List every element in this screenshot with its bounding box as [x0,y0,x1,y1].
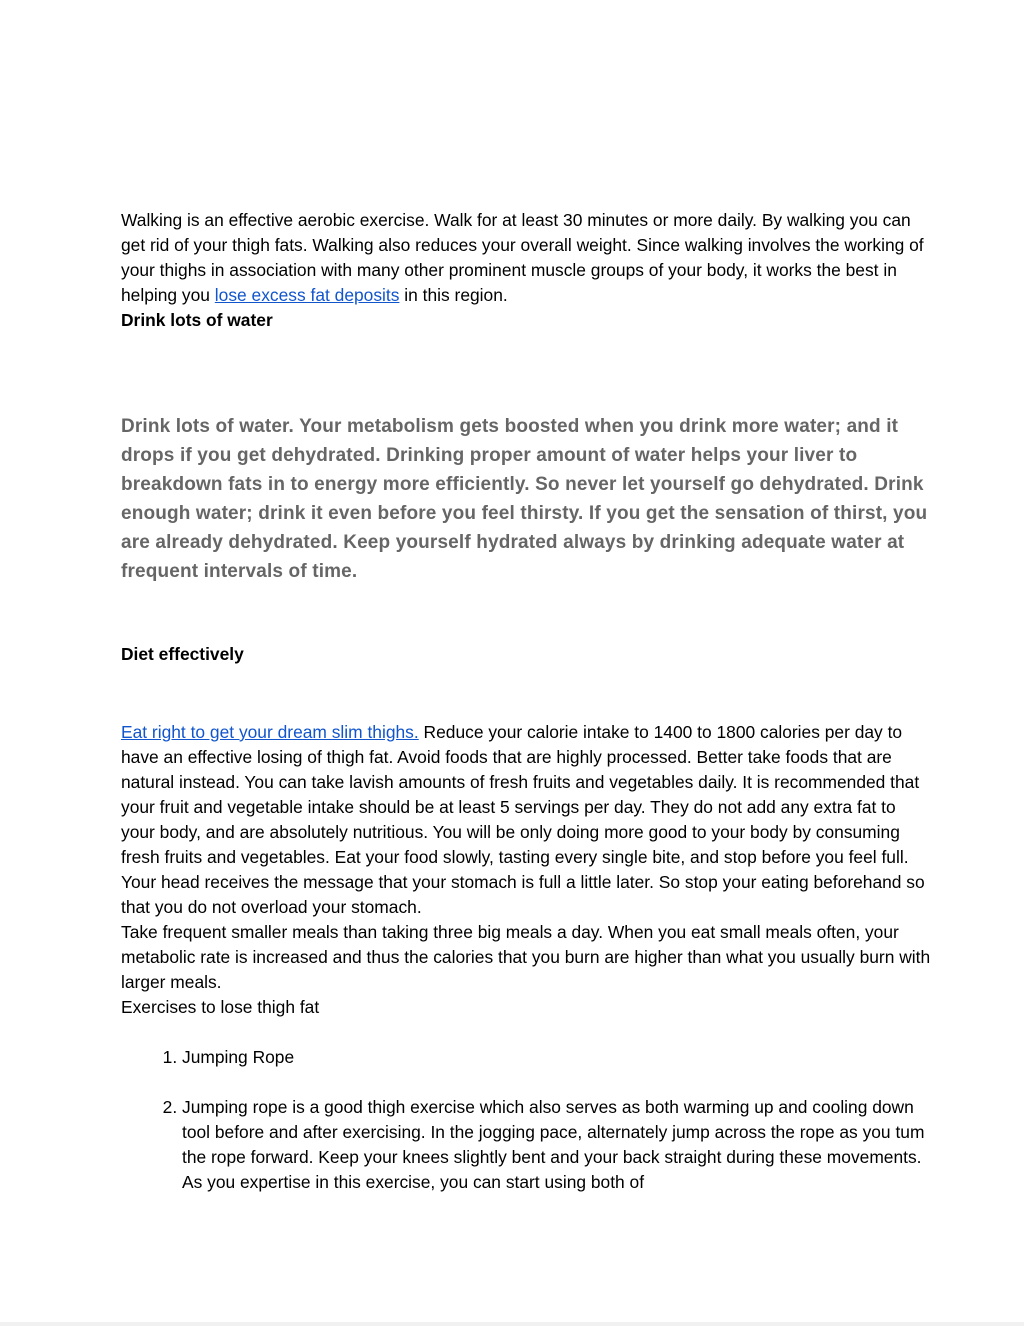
slim-thighs-link[interactable]: Eat right to get your dream slim thighs. [121,722,419,742]
list-item: 1. Jumping Rope [182,1045,931,1070]
lose-fat-deposits-link[interactable]: lose excess fat deposits [214,285,400,305]
diet-text: Reduce your calorie intake to 1400 to 1800 calories per day to have an effective losing of thigh fat. Avoid foods that are highly processed. Better take foods that are natural instead. You can take lavish amounts of fresh fruits and vegetables daily. It is recommended that your fruit and vegetable intake should be at least 5 servings per day. They do not add any extra fat to your body, and are absolutely nutritious. You will be only doing more good to your body by consuming fresh fruits and vegetables. Eat your food slowly, tasting every single bite, and stop before you feel full. Your head receives the message that your stomach is full a little later. So stop your eating beforehand so that you do not overload your stomach. [121,722,925,917]
water-paragraph: Drink lots of water. Your metabolism gets boosted when you drink more water; and it drops if you get dehydrated. Drinking proper amount of water helps your liver to breakdown fats in to energy more efficiently. So never let yourself go dehydrated. Drink enough water; drink it even before you feel thirsty. If you get the sensation of thirst, you are already dehydrated. Keep yourself hydrated always by drinking adequate water at frequent intervals of time. [121,416,928,582]
walking-paragraph [121,208,931,308]
list-item: 2. Jumping rope is a good thigh exercise which also serves as both warming up and cooling down tool before and after exercising. In the jogging pace, alternately jump across the rope as you tum the rope forward. Keep your knees slightly bent and your back straight during these movements. As you expertise in this exercise, you can start using both of [182,1095,931,1195]
meals-paragraph: Take frequent smaller meals than taking three big meals a day. When you eat small meals often, your metabolic rate is increased and thus the calories that you burn are higher than what you usually burn with larger meals. [121,922,931,992]
heading-drink-water: Drink lots of water [121,310,273,330]
exercises-heading: Exercises to lose thigh fat [121,997,320,1017]
heading-diet-effectively: Diet effectively [121,644,244,664]
document-content [121,208,931,1195]
diet-paragraph [121,720,931,920]
walking-text-start: Walking is an effective aerobic exercise. Walk for at least 30 minutes or more daily. By walking you can get rid of your thigh fats. Walking also reduces your overall weight. Since walking involves the working of your thighs in association with many other prominent muscle groups of your body, it works the best in helping you [121,210,924,305]
walking-text-end: in this region. [399,285,508,305]
exercise-list [121,1045,931,1195]
page-bottom-edge [0,1322,1024,1326]
